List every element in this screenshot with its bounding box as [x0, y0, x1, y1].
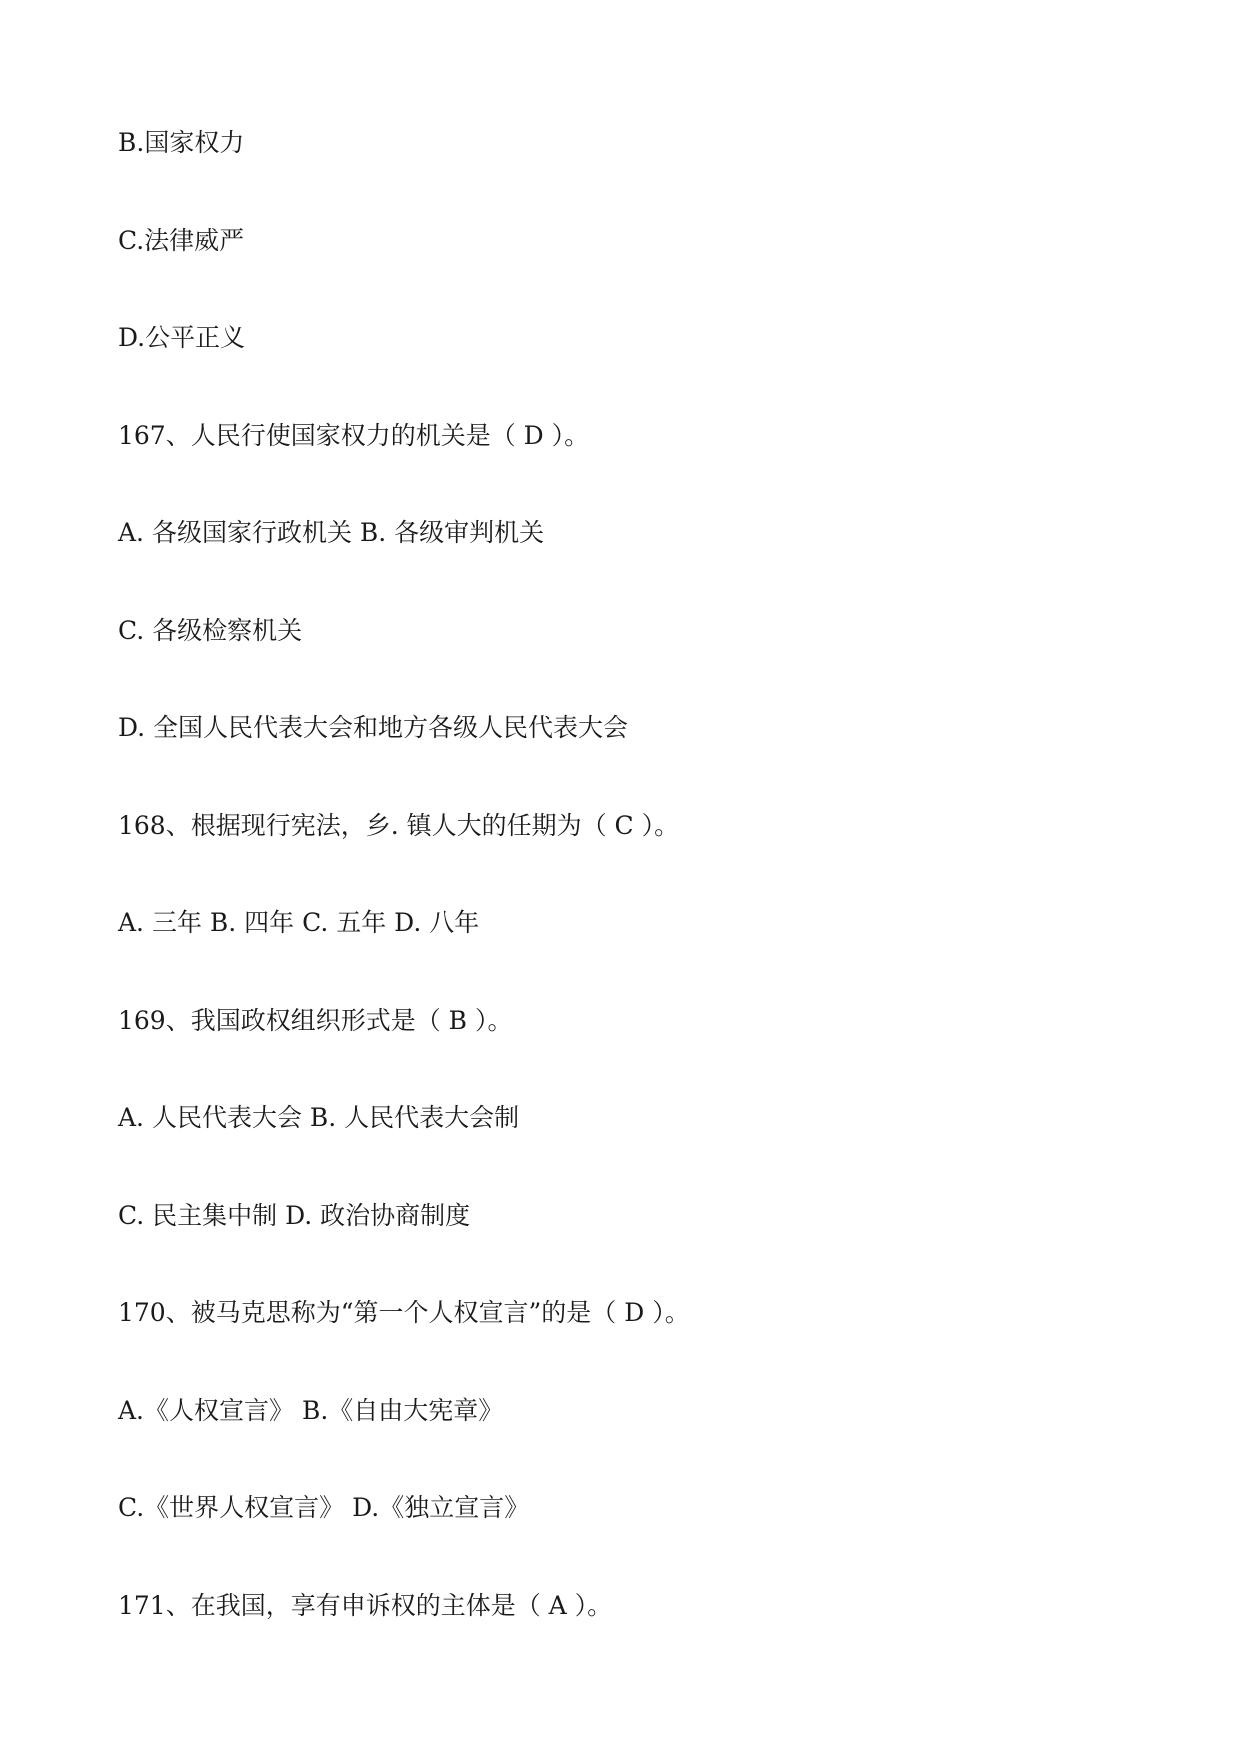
question-167: 167、人民行使国家权力的机关是（ D ）。 [118, 421, 590, 450]
question-169: 169、我国政权组织形式是（ B ）。 [118, 1006, 513, 1035]
option-line: C. 各级检察机关 [118, 616, 303, 645]
option-line: A.《人权宣言》 B.《自由大宪章》 [118, 1396, 504, 1425]
option-line: C. 民主集中制 D. 政治协商制度 [118, 1201, 471, 1230]
question-171: 171、在我国，享有申诉权的主体是（ A ）。 [118, 1591, 613, 1620]
option-line: A. 人民代表大会 B. 人民代表大会制 [118, 1103, 520, 1132]
option-line: C.《世界人权宣言》 D.《独立宣言》 [118, 1493, 530, 1522]
option-line: A. 三年 B. 四年 C. 五年 D. 八年 [118, 908, 480, 937]
option-line: D.公平正义 [118, 323, 246, 352]
option-line: B.国家权力 [118, 128, 245, 157]
option-line: A. 各级国家行政机关 B. 各级审判机关 [118, 518, 545, 547]
option-line: D. 全国人民代表大会和地方各级人民代表大会 [118, 713, 629, 742]
option-line: C.法律威严 [118, 226, 245, 255]
question-170: 170、被马克思称为“第一个人权宣言”的是（ D ）。 [118, 1298, 690, 1327]
question-168: 168、根据现行宪法，乡. 镇人大的任期为（ C ）。 [118, 811, 680, 840]
